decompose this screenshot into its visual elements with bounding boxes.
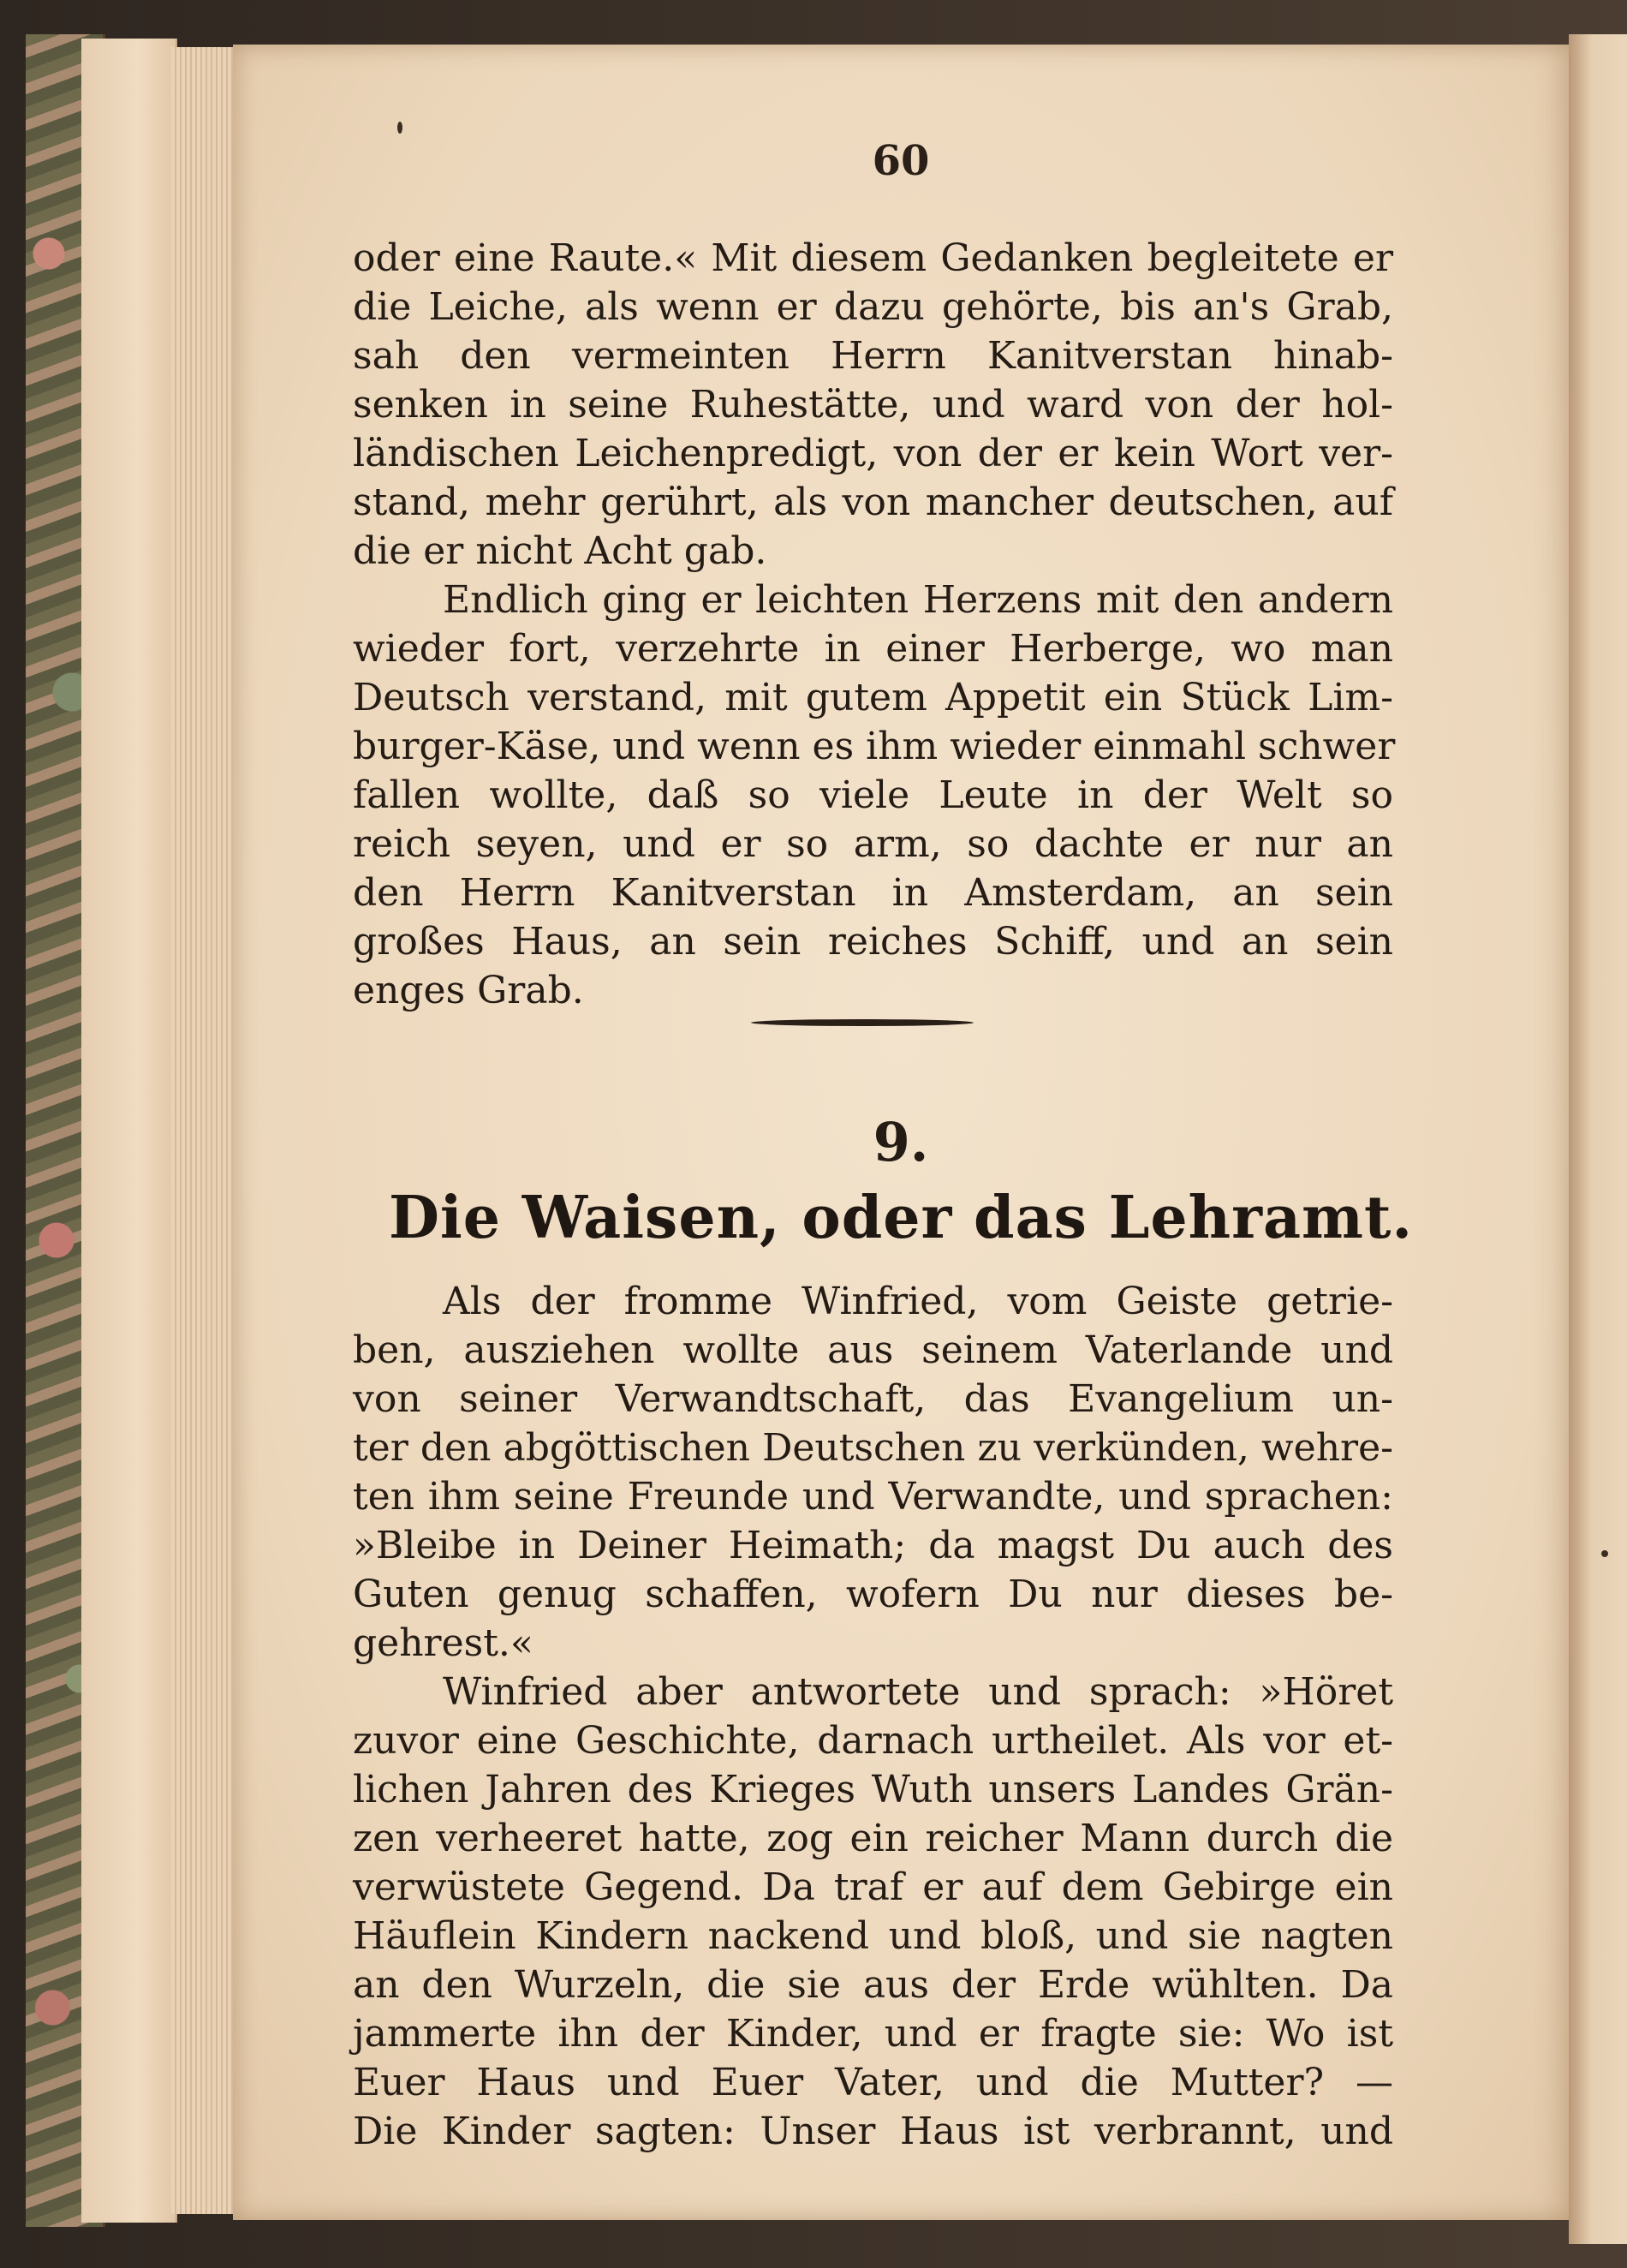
text-line: stand, mehr gerührt, als von mancher deutschen, auf — [353, 480, 1393, 524]
text-line: enges Grab. — [353, 969, 584, 1012]
ink-dot — [1601, 1550, 1608, 1557]
text-line: »Bleibe in Deiner Heimath; da magst Du auch des — [353, 1524, 1393, 1567]
text-line: ten ihm seine Freunde und Verwandte, und sprachen: — [353, 1475, 1393, 1519]
section-divider — [751, 1019, 974, 1026]
facing-page-edge — [1569, 34, 1627, 2244]
text-line: Euer Haus und Euer Vater, und die Mutter? — — [353, 2061, 1393, 2104]
text-line: Winfried aber antwortete und sprach: »Höret — [443, 1670, 1393, 1714]
text-line: gehrest.« — [353, 1621, 533, 1665]
text-line: Endlich ging er leichten Herzens mit den andern — [443, 578, 1393, 622]
ink-mark — [397, 122, 402, 134]
text-line: den Herrn Kanitverstan in Amsterdam, an sein — [353, 871, 1393, 915]
text-line: wieder fort, verzehrte in einer Herberge, wo man — [353, 627, 1393, 671]
text-line: ter den abgöttischen Deutschen zu verkünden, wehre- — [353, 1426, 1393, 1470]
flyleaf — [81, 39, 177, 2223]
page-number: 60 — [872, 137, 930, 185]
text-line: von seiner Verwandtschaft, das Evangelium un- — [353, 1377, 1393, 1421]
text-line: zen verheeret hatte, zog ein reicher Mann durch die — [353, 1817, 1393, 1860]
book-page — [233, 45, 1569, 2220]
text-line: reich seyen, und er so arm, so dachte er nur an — [353, 822, 1393, 866]
text-line: an den Wurzeln, die sie aus der Erde wühlten. Da — [353, 1963, 1393, 2007]
text-line: Die Kinder sagten: Unser Haus ist verbrannt, und — [353, 2110, 1393, 2153]
text-line: ben, ausziehen wollte aus seinem Vaterlande und — [353, 1328, 1393, 1372]
text-line: Guten genug schaffen, wofern Du nur dieses be- — [353, 1573, 1393, 1616]
text-line: senken in seine Ruhestätte, und ward von der hol- — [353, 383, 1393, 427]
text-line: Häuflein Kindern nackend und bloß, und sie nagten — [353, 1914, 1393, 1958]
text-line: zuvor eine Geschichte, darnach urtheilet. Als vor et- — [353, 1719, 1393, 1763]
section-title: Die Waisen, oder das Lehramt. — [388, 1184, 1414, 1252]
text-line: Als der fromme Winfried, vom Geiste getrie- — [443, 1280, 1393, 1323]
text-line: lichen Jahren des Krieges Wuth unsers Landes Grän- — [353, 1768, 1393, 1811]
text-line: sah den vermeinten Herrn Kanitverstan hinab- — [353, 334, 1393, 378]
page-edges — [171, 47, 240, 2214]
text-line: großes Haus, an sein reiches Schiff, und an sein — [353, 920, 1393, 964]
text-line: ländischen Leichenpredigt, von der er kein Wort ver- — [353, 432, 1393, 475]
text-line: oder eine Raute.« Mit diesem Gedanken begleitete er — [353, 236, 1393, 280]
text-line: fallen wollte, daß so viele Leute in der Welt so — [353, 773, 1393, 817]
text-line: jammerte ihn der Kinder, und er fragte sie: Wo ist — [353, 2012, 1393, 2056]
section-number: 9. — [873, 1111, 929, 1173]
text-line: burger-Käse, und wenn es ihm wieder einmahl schwer — [353, 725, 1396, 768]
text-line: die er nicht Acht gab. — [353, 529, 767, 573]
text-line: die Leiche, als wenn er dazu gehörte, bis an's Grab, — [353, 285, 1393, 329]
text-line: verwüstete Gegend. Da traf er auf dem Gebirge ein — [353, 1865, 1393, 1909]
text-line: Deutsch verstand, mit gutem Appetit ein Stück Lim- — [353, 676, 1393, 719]
